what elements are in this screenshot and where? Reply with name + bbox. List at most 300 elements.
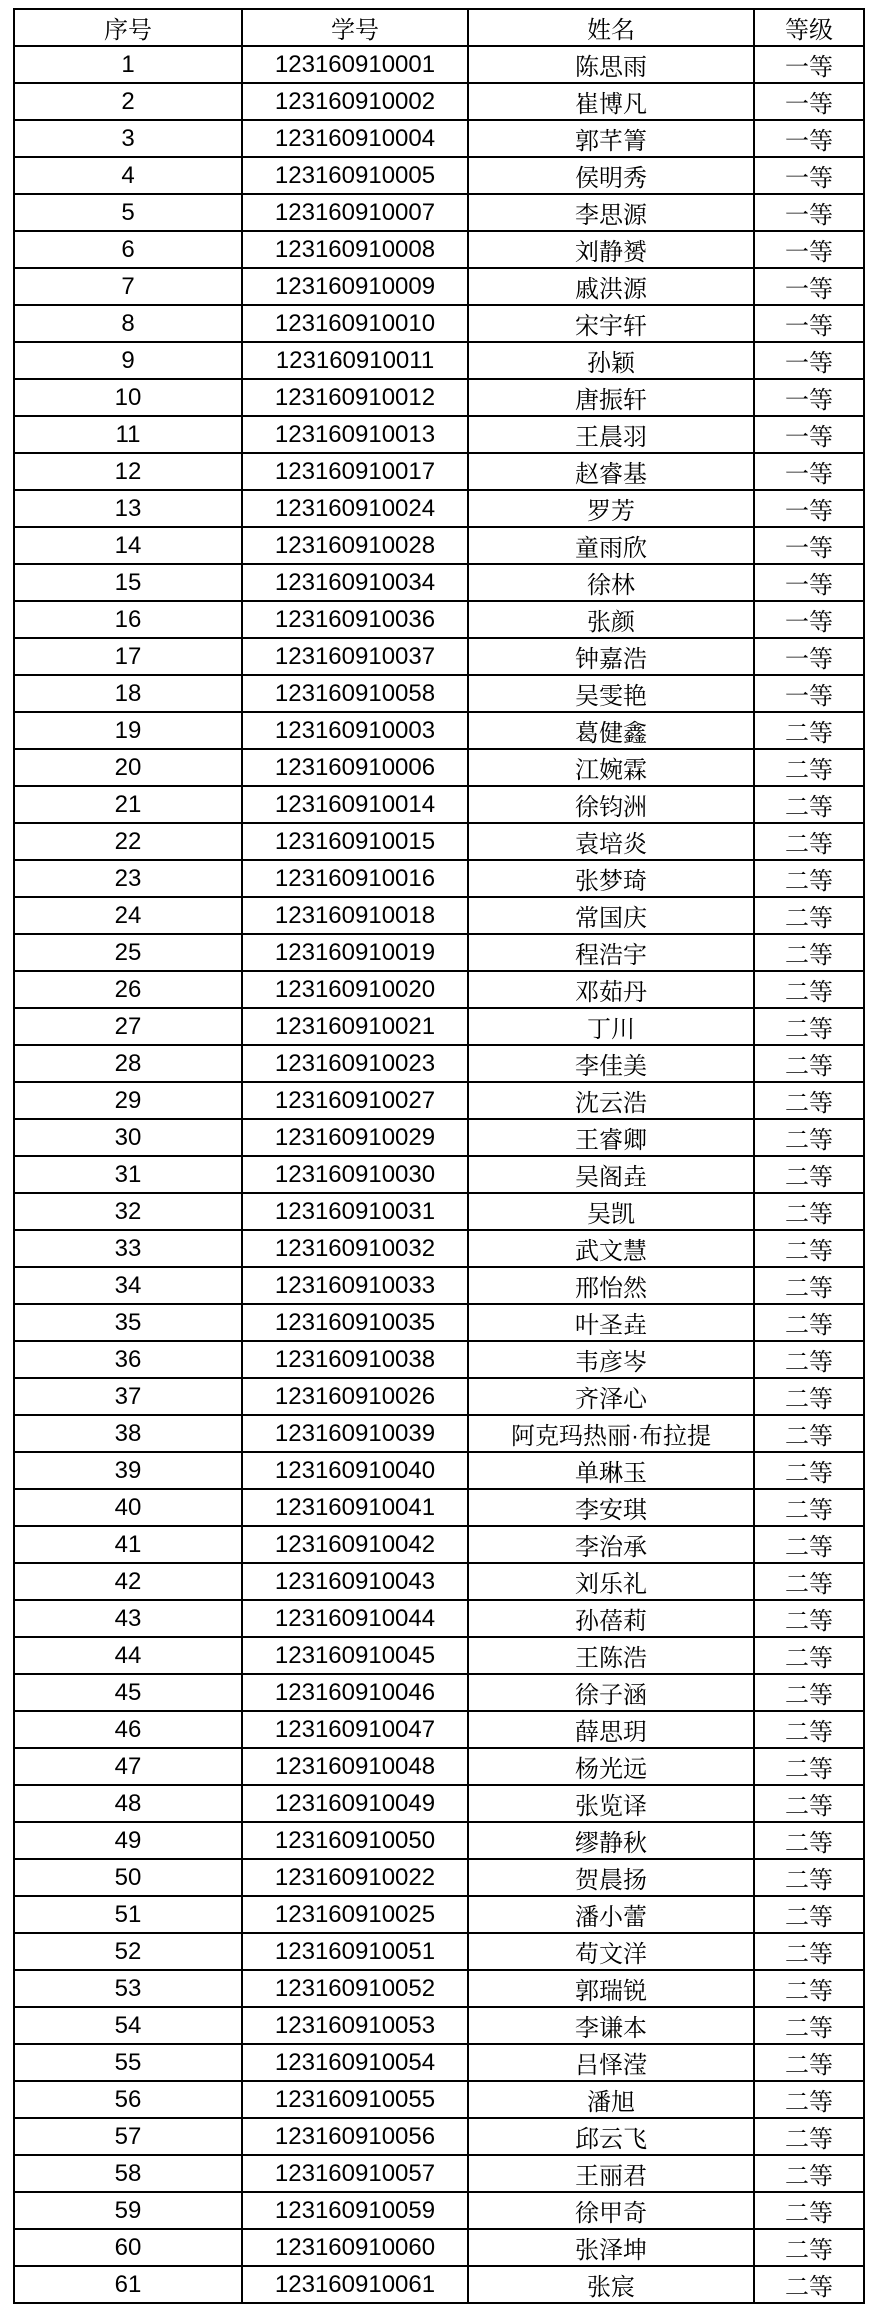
table-row (14, 2007, 864, 2044)
cell-grade: 二等 (754, 1859, 864, 1896)
cell-index: 27 (14, 1008, 242, 1045)
cell-name: 王丽君 (468, 2155, 754, 2192)
cell-name: 李治承 (468, 1526, 754, 1563)
table-row (14, 1489, 864, 1526)
table-row (14, 1526, 864, 1563)
cell-grade: 二等 (754, 1193, 864, 1230)
cell-student-id: 123160910030 (242, 1156, 468, 1193)
cell-index: 60 (14, 2229, 242, 2266)
cell-grade: 二等 (754, 1230, 864, 1267)
column-header-index: 序号 (14, 9, 242, 46)
cell-name: 缪静秋 (468, 1822, 754, 1859)
table-row (14, 490, 864, 527)
cell-grade: 二等 (754, 1970, 864, 2007)
cell-index: 4 (14, 157, 242, 194)
cell-name: 李安琪 (468, 1489, 754, 1526)
table-row (14, 157, 864, 194)
cell-name: 戚洪源 (468, 268, 754, 305)
cell-name: 苟文洋 (468, 1933, 754, 1970)
cell-grade: 二等 (754, 2081, 864, 2118)
cell-index: 1 (14, 46, 242, 83)
cell-grade: 二等 (754, 1156, 864, 1193)
cell-grade: 二等 (754, 1045, 864, 1082)
cell-student-id: 123160910049 (242, 1785, 468, 1822)
cell-name: 邓茹丹 (468, 971, 754, 1008)
cell-index: 24 (14, 897, 242, 934)
table-row (14, 564, 864, 601)
table-row (14, 268, 864, 305)
cell-index: 11 (14, 416, 242, 453)
cell-student-id: 123160910004 (242, 120, 468, 157)
cell-index: 53 (14, 1970, 242, 2007)
cell-student-id: 123160910020 (242, 971, 468, 1008)
cell-grade: 二等 (754, 1637, 864, 1674)
cell-index: 46 (14, 1711, 242, 1748)
cell-name: 罗芳 (468, 490, 754, 527)
cell-name: 张览译 (468, 1785, 754, 1822)
cell-student-id: 123160910006 (242, 749, 468, 786)
cell-student-id: 123160910031 (242, 1193, 468, 1230)
cell-student-id: 123160910037 (242, 638, 468, 675)
table-row (14, 305, 864, 342)
cell-index: 26 (14, 971, 242, 1008)
table-row (14, 453, 864, 490)
cell-index: 59 (14, 2192, 242, 2229)
cell-grade: 一等 (754, 120, 864, 157)
cell-student-id: 123160910018 (242, 897, 468, 934)
column-header-grade: 等级 (754, 9, 864, 46)
cell-name: 王晨羽 (468, 416, 754, 453)
table-row (14, 379, 864, 416)
table-row (14, 527, 864, 564)
cell-name: 徐甲奇 (468, 2192, 754, 2229)
table-row (14, 2081, 864, 2118)
cell-grade: 二等 (754, 971, 864, 1008)
cell-index: 32 (14, 1193, 242, 1230)
cell-grade: 二等 (754, 860, 864, 897)
cell-student-id: 123160910046 (242, 1674, 468, 1711)
cell-name: 刘静赟 (468, 231, 754, 268)
cell-student-id: 123160910033 (242, 1267, 468, 1304)
cell-name: 韦彦岑 (468, 1341, 754, 1378)
table-row (14, 231, 864, 268)
cell-student-id: 123160910047 (242, 1711, 468, 1748)
table-row (14, 897, 864, 934)
cell-index: 20 (14, 749, 242, 786)
cell-name: 潘小蕾 (468, 1896, 754, 1933)
cell-name: 唐振轩 (468, 379, 754, 416)
table-row (14, 1896, 864, 1933)
cell-name: 贺晨扬 (468, 1859, 754, 1896)
table-row (14, 675, 864, 712)
cell-index: 47 (14, 1748, 242, 1785)
cell-student-id: 123160910056 (242, 2118, 468, 2155)
cell-grade: 二等 (754, 1341, 864, 1378)
table-row (14, 971, 864, 1008)
cell-student-id: 123160910055 (242, 2081, 468, 2118)
cell-index: 39 (14, 1452, 242, 1489)
cell-grade: 二等 (754, 1452, 864, 1489)
cell-name: 李佳美 (468, 1045, 754, 1082)
cell-name: 宋宇轩 (468, 305, 754, 342)
cell-name: 武文慧 (468, 1230, 754, 1267)
table-row (14, 1008, 864, 1045)
cell-student-id: 123160910058 (242, 675, 468, 712)
cell-name: 徐钧洲 (468, 786, 754, 823)
cell-name: 叶圣垚 (468, 1304, 754, 1341)
table-row (14, 46, 864, 83)
cell-grade: 二等 (754, 1415, 864, 1452)
table-row (14, 1674, 864, 1711)
table-row (14, 1859, 864, 1896)
cell-student-id: 123160910059 (242, 2192, 468, 2229)
table-row (14, 1119, 864, 1156)
cell-student-id: 123160910007 (242, 194, 468, 231)
cell-index: 42 (14, 1563, 242, 1600)
cell-grade: 二等 (754, 2155, 864, 2192)
table-row (14, 712, 864, 749)
cell-index: 31 (14, 1156, 242, 1193)
table-row (14, 1637, 864, 1674)
cell-index: 15 (14, 564, 242, 601)
table-row (14, 120, 864, 157)
table-row (14, 1970, 864, 2007)
cell-grade: 二等 (754, 2192, 864, 2229)
cell-name: 王陈浩 (468, 1637, 754, 1674)
cell-index: 12 (14, 453, 242, 490)
cell-index: 44 (14, 1637, 242, 1674)
cell-grade: 二等 (754, 823, 864, 860)
cell-name: 程浩宇 (468, 934, 754, 971)
cell-name: 徐林 (468, 564, 754, 601)
cell-grade: 二等 (754, 1304, 864, 1341)
table-row (14, 1193, 864, 1230)
table-row (14, 1045, 864, 1082)
cell-index: 9 (14, 342, 242, 379)
cell-name: 单琳玉 (468, 1452, 754, 1489)
cell-grade: 二等 (754, 1267, 864, 1304)
cell-name: 刘乐礼 (468, 1563, 754, 1600)
cell-index: 14 (14, 527, 242, 564)
cell-grade: 二等 (754, 897, 864, 934)
cell-grade: 一等 (754, 564, 864, 601)
cell-index: 55 (14, 2044, 242, 2081)
cell-grade: 一等 (754, 379, 864, 416)
cell-index: 22 (14, 823, 242, 860)
cell-student-id: 123160910019 (242, 934, 468, 971)
cell-grade: 二等 (754, 1748, 864, 1785)
cell-name: 葛健鑫 (468, 712, 754, 749)
cell-student-id: 123160910002 (242, 83, 468, 120)
cell-name: 崔博凡 (468, 83, 754, 120)
cell-name: 吴凯 (468, 1193, 754, 1230)
cell-student-id: 123160910028 (242, 527, 468, 564)
cell-grade: 二等 (754, 1674, 864, 1711)
cell-student-id: 123160910035 (242, 1304, 468, 1341)
table-row (14, 1304, 864, 1341)
cell-name: 杨光远 (468, 1748, 754, 1785)
table-row (14, 2229, 864, 2266)
cell-name: 张宸 (468, 2266, 754, 2303)
cell-grade: 一等 (754, 46, 864, 83)
table-row (14, 638, 864, 675)
table-row (14, 2192, 864, 2229)
cell-student-id: 123160910053 (242, 2007, 468, 2044)
cell-grade: 一等 (754, 675, 864, 712)
cell-index: 28 (14, 1045, 242, 1082)
cell-name: 郭瑞锐 (468, 1970, 754, 2007)
cell-grade: 二等 (754, 1082, 864, 1119)
table-row (14, 416, 864, 453)
table-row (14, 1748, 864, 1785)
table-row (14, 1156, 864, 1193)
table-row (14, 601, 864, 638)
cell-grade: 一等 (754, 342, 864, 379)
cell-index: 34 (14, 1267, 242, 1304)
cell-index: 45 (14, 1674, 242, 1711)
cell-index: 7 (14, 268, 242, 305)
cell-name: 张颜 (468, 601, 754, 638)
cell-student-id: 123160910038 (242, 1341, 468, 1378)
cell-index: 10 (14, 379, 242, 416)
cell-name: 江婉霖 (468, 749, 754, 786)
cell-student-id: 123160910029 (242, 1119, 468, 1156)
cell-student-id: 123160910039 (242, 1415, 468, 1452)
cell-grade: 二等 (754, 1378, 864, 1415)
cell-index: 41 (14, 1526, 242, 1563)
cell-grade: 二等 (754, 1896, 864, 1933)
table-row (14, 1711, 864, 1748)
cell-grade: 一等 (754, 416, 864, 453)
table-row (14, 934, 864, 971)
cell-student-id: 123160910009 (242, 268, 468, 305)
cell-grade: 一等 (754, 453, 864, 490)
cell-student-id: 123160910021 (242, 1008, 468, 1045)
cell-index: 21 (14, 786, 242, 823)
cell-grade: 一等 (754, 231, 864, 268)
cell-index: 56 (14, 2081, 242, 2118)
cell-student-id: 123160910036 (242, 601, 468, 638)
cell-student-id: 123160910023 (242, 1045, 468, 1082)
cell-grade: 一等 (754, 194, 864, 231)
cell-name: 薛思玥 (468, 1711, 754, 1748)
table-row (14, 194, 864, 231)
cell-index: 43 (14, 1600, 242, 1637)
cell-grade: 一等 (754, 305, 864, 342)
table-row (14, 1600, 864, 1637)
cell-student-id: 123160910022 (242, 1859, 468, 1896)
cell-index: 19 (14, 712, 242, 749)
cell-name: 阿克玛热丽·布拉提 (468, 1415, 754, 1452)
cell-name: 童雨欣 (468, 527, 754, 564)
cell-grade: 二等 (754, 1008, 864, 1045)
cell-student-id: 123160910013 (242, 416, 468, 453)
cell-student-id: 123160910003 (242, 712, 468, 749)
table-row (14, 1415, 864, 1452)
cell-grade: 二等 (754, 2266, 864, 2303)
table-body (14, 46, 864, 2303)
cell-name: 沈云浩 (468, 1082, 754, 1119)
cell-student-id: 123160910043 (242, 1563, 468, 1600)
cell-index: 18 (14, 675, 242, 712)
cell-index: 58 (14, 2155, 242, 2192)
column-header-name: 姓名 (468, 9, 754, 46)
cell-name: 徐子涵 (468, 1674, 754, 1711)
cell-index: 25 (14, 934, 242, 971)
cell-name: 张梦琦 (468, 860, 754, 897)
header-row (14, 9, 864, 46)
cell-name: 孙蓓莉 (468, 1600, 754, 1637)
cell-student-id: 123160910050 (242, 1822, 468, 1859)
table-row (14, 1822, 864, 1859)
cell-grade: 一等 (754, 490, 864, 527)
cell-student-id: 123160910010 (242, 305, 468, 342)
table-row (14, 1378, 864, 1415)
table-row (14, 2118, 864, 2155)
cell-student-id: 123160910042 (242, 1526, 468, 1563)
cell-name: 钟嘉浩 (468, 638, 754, 675)
table-row (14, 1452, 864, 1489)
cell-student-id: 123160910051 (242, 1933, 468, 1970)
cell-name: 李谦本 (468, 2007, 754, 2044)
cell-student-id: 123160910040 (242, 1452, 468, 1489)
cell-student-id: 123160910044 (242, 1600, 468, 1637)
cell-index: 33 (14, 1230, 242, 1267)
cell-index: 30 (14, 1119, 242, 1156)
cell-student-id: 123160910027 (242, 1082, 468, 1119)
cell-index: 49 (14, 1822, 242, 1859)
cell-index: 13 (14, 490, 242, 527)
cell-student-id: 123160910061 (242, 2266, 468, 2303)
cell-index: 5 (14, 194, 242, 231)
cell-student-id: 123160910011 (242, 342, 468, 379)
cell-index: 23 (14, 860, 242, 897)
table-row (14, 823, 864, 860)
cell-grade: 二等 (754, 2118, 864, 2155)
table-header (14, 9, 864, 46)
cell-grade: 一等 (754, 83, 864, 120)
column-header-student-id: 学号 (242, 9, 468, 46)
cell-grade: 二等 (754, 1526, 864, 1563)
cell-index: 8 (14, 305, 242, 342)
cell-student-id: 123160910034 (242, 564, 468, 601)
cell-grade: 二等 (754, 1489, 864, 1526)
table-row (14, 342, 864, 379)
cell-index: 35 (14, 1304, 242, 1341)
roster-sheet (13, 8, 865, 2304)
cell-index: 29 (14, 1082, 242, 1119)
cell-name: 袁培炎 (468, 823, 754, 860)
cell-name: 吴雯艳 (468, 675, 754, 712)
cell-name: 陈思雨 (468, 46, 754, 83)
cell-index: 48 (14, 1785, 242, 1822)
cell-student-id: 123160910045 (242, 1637, 468, 1674)
cell-grade: 二等 (754, 934, 864, 971)
cell-grade: 二等 (754, 1119, 864, 1156)
cell-name: 张泽坤 (468, 2229, 754, 2266)
cell-student-id: 123160910016 (242, 860, 468, 897)
cell-name: 吴阁垚 (468, 1156, 754, 1193)
cell-name: 邢怡然 (468, 1267, 754, 1304)
cell-student-id: 123160910008 (242, 231, 468, 268)
cell-grade: 二等 (754, 1822, 864, 1859)
table-row (14, 860, 864, 897)
cell-student-id: 123160910026 (242, 1378, 468, 1415)
cell-grade: 二等 (754, 1711, 864, 1748)
cell-index: 3 (14, 120, 242, 157)
cell-grade: 二等 (754, 2007, 864, 2044)
cell-grade: 二等 (754, 712, 864, 749)
cell-index: 16 (14, 601, 242, 638)
cell-student-id: 123160910005 (242, 157, 468, 194)
table-row (14, 749, 864, 786)
cell-name: 孙颖 (468, 342, 754, 379)
cell-name: 邱云飞 (468, 2118, 754, 2155)
table-row (14, 1082, 864, 1119)
cell-index: 40 (14, 1489, 242, 1526)
cell-grade: 一等 (754, 638, 864, 675)
cell-student-id: 123160910052 (242, 1970, 468, 2007)
cell-name: 丁川 (468, 1008, 754, 1045)
cell-grade: 一等 (754, 157, 864, 194)
cell-name: 侯明秀 (468, 157, 754, 194)
cell-name: 赵睿基 (468, 453, 754, 490)
cell-name: 王睿卿 (468, 1119, 754, 1156)
table-row (14, 83, 864, 120)
cell-student-id: 123160910032 (242, 1230, 468, 1267)
cell-index: 50 (14, 1859, 242, 1896)
cell-grade: 二等 (754, 1563, 864, 1600)
cell-grade: 二等 (754, 786, 864, 823)
cell-student-id: 123160910012 (242, 379, 468, 416)
cell-index: 37 (14, 1378, 242, 1415)
table-row (14, 786, 864, 823)
cell-student-id: 123160910057 (242, 2155, 468, 2192)
cell-student-id: 123160910024 (242, 490, 468, 527)
cell-index: 36 (14, 1341, 242, 1378)
table-row (14, 2266, 864, 2303)
table-row (14, 2155, 864, 2192)
cell-index: 2 (14, 83, 242, 120)
cell-name: 郭芊箐 (468, 120, 754, 157)
cell-index: 61 (14, 2266, 242, 2303)
cell-grade: 二等 (754, 1933, 864, 1970)
cell-name: 潘旭 (468, 2081, 754, 2118)
cell-index: 17 (14, 638, 242, 675)
cell-student-id: 123160910054 (242, 2044, 468, 2081)
cell-student-id: 123160910025 (242, 1896, 468, 1933)
cell-grade: 二等 (754, 749, 864, 786)
cell-grade: 一等 (754, 527, 864, 564)
student-grade-table (13, 8, 865, 2304)
cell-index: 51 (14, 1896, 242, 1933)
table-row (14, 1341, 864, 1378)
cell-grade: 二等 (754, 2044, 864, 2081)
cell-grade: 一等 (754, 268, 864, 305)
table-row (14, 2044, 864, 2081)
cell-student-id: 123160910001 (242, 46, 468, 83)
cell-index: 38 (14, 1415, 242, 1452)
cell-grade: 二等 (754, 1785, 864, 1822)
table-row (14, 1563, 864, 1600)
cell-grade: 二等 (754, 1600, 864, 1637)
cell-name: 李思源 (468, 194, 754, 231)
cell-name: 吕怿滢 (468, 2044, 754, 2081)
cell-student-id: 123160910017 (242, 453, 468, 490)
cell-index: 54 (14, 2007, 242, 2044)
cell-grade: 一等 (754, 601, 864, 638)
cell-student-id: 123160910048 (242, 1748, 468, 1785)
